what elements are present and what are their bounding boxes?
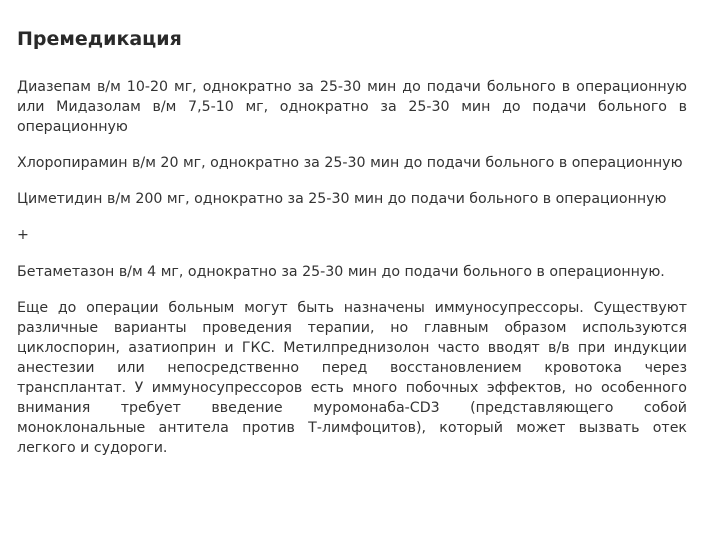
paragraph-chloropyramine: Хлоропирамин в/м 20 мг, однократно за 25-30 мин до подачи больного в операционную bbox=[17, 155, 683, 171]
paragraph-plus: + bbox=[17, 227, 29, 243]
slide-content bbox=[17, 26, 687, 458]
paragraph-cimetidine: Циметидин в/м 200 мг, однократно за 25-30 мин до подачи больного в операционную bbox=[17, 191, 667, 207]
paragraph-diazepam: Диазепам в/м 10-20 мг, однократно за 25-30 мин до подачи больного в операционную или Мидазолам в/м 7,5-10 мг, однократно за 25-30 мин до подачи больного в операционную bbox=[17, 79, 687, 135]
paragraph-betamethasone: Бетаметазон в/м 4 мг, однократно за 25-30 мин до подачи больного в операционную. bbox=[17, 264, 665, 280]
paragraph-immunosuppressors: Еще до операции больным могут быть назначены иммуносупрессоры. Существуют различные варианты проведения терапии, но главным образом используются циклоспорин, азатиоприн и ГКС. Метилпреднизолон часто вводят в/в при индукции анестезии или непосредственно перед восстановлением кровотока через трансплантат. У иммуносупрессоров есть много побочных эффектов, но особенного внимания требует введение муромонаба-CD3 (представляющего собой моноклональные антитела против Т-лимфоцитов), который может вызвать отек легкого и судороги. bbox=[17, 300, 687, 456]
slide-title: Премедикация bbox=[17, 28, 182, 50]
